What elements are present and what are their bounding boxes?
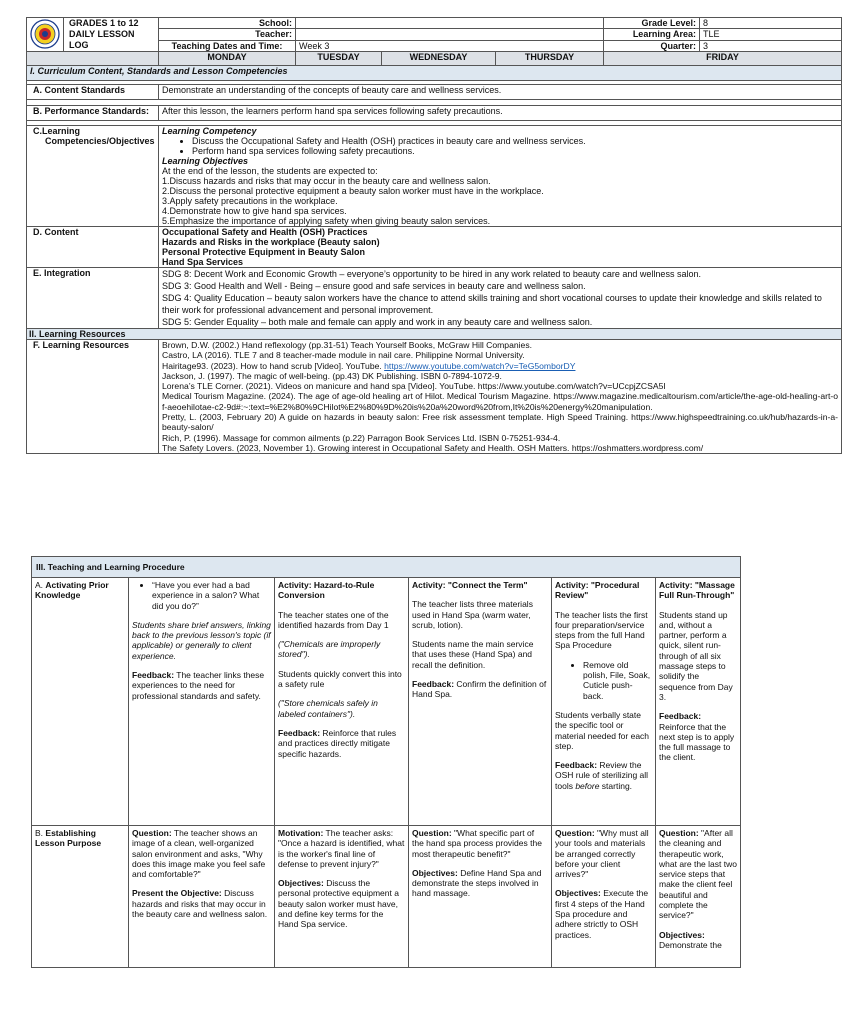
competencies-label-line-2: Competencies/Objectives [45,136,155,146]
establishing-lesson-purpose-label [32,826,129,968]
question-paragraph [132,828,271,879]
activity-text: The teacher lists the first four preparation/service steps from the full Hand Spa Procedure [555,609,648,651]
monday-purpose [129,826,275,968]
activity-title: Activity: Hazard-to-Rule Conversion [278,580,375,601]
motivation-label: Motivation: [278,828,324,838]
competencies-label [27,126,159,227]
question-label: Question: [659,828,699,838]
title-line-3: LOG [69,40,89,50]
integration-value [159,268,842,329]
question-bullet: • “Have you ever had a bad experience in a salon? What did you do?” [152,580,271,611]
content-value [159,227,842,268]
objective-text: Demonstrate the [659,939,722,950]
learning-resources-value [159,340,842,454]
day-thursday: THURSDAY [496,52,604,66]
objective-paragraph [132,888,271,919]
learning-area-label: Learning Area: [604,29,700,40]
question-label: Question: [132,828,172,838]
teaching-procedure-table [31,556,741,968]
section-3-title: III. Teaching and Learning Procedure [32,557,741,578]
activity-text: The teacher lists three materials used in Hand Spa (warm water, scrub, lotion). [412,599,533,630]
friday-purpose [656,826,741,968]
reference-item: The Safety Lovers. (2023, November 1). Growing interest in Occupational Safety and Health. OSH Matters. https://oshmatters.wordpress.com/ [162,442,704,453]
student-response-note: Students share brief answers, linking back to the previous lesson's topic (if applicable) or generally to client experience. [132,619,271,661]
motivation-paragraph [278,828,405,869]
competency-list [162,136,838,156]
wednesday-purpose [409,826,552,968]
objective-text: Execute the first 4 steps of the Hand Spa procedure and adhere strictly to OSH practices. [555,888,649,940]
feedback-paragraph [555,760,652,791]
reference-item: Jackson, J. (1997). The magic of well-being. (pp.43) DK Publishing. ISBN 0-7894-1072-9. [162,370,502,381]
activity-title: Activity: "Procedural Review" [555,580,640,601]
monday-activating [129,578,275,826]
question-text: The teacher shows an image of a clean, well-organized salon environment and asks, "Why does this image make you feel safe and comfortable?" [132,828,266,880]
objective-item: 4.Demonstrate how to give hand spa services. [162,206,347,216]
youtube-link[interactable]: https://www.youtube.com/watch?v=TeG5omborDY [384,360,576,371]
teacher-label: Teacher: [159,29,296,40]
lesson-log-table [26,17,842,454]
question-text: "What specific part of the hand spa process provides the most therapeutic benefit?" [412,828,542,859]
label-bold: Activating Prior Knowledge [35,580,109,601]
reference-item [162,361,838,371]
reference-item: Castro, LA (2016). TLE 7 and 8 teacher-made module in nail care. Philippine Normal University. [162,350,525,361]
integration-label: E. Integration [27,268,159,329]
feedback-text: starting. [599,780,633,791]
learning-resources-label: F. Learning Resources [27,340,159,454]
question-paragraph [555,828,652,879]
question-text: "After all the cleaning and therapeutic work, what are the last two service steps that make the client feel beautiful and complete the service?" [659,828,737,921]
feedback-text: Reinforce that rules and practices directly mitigate specific hazards. [278,727,397,759]
quarter-value[interactable]: 3 [700,40,842,51]
objectives-intro: At the end of the lesson, the students are expected to: [162,166,378,176]
motivation-text: The teacher asks: "Once a hazard is identified, what is the worker's final line of defense to prevent injury?" [278,828,405,869]
content-standards-value: Demonstrate an understanding of the concepts of beauty care and wellness services. [159,85,842,100]
activity-text: Students quickly convert this into a safety rule [278,668,402,690]
feedback-label: Feedback: [132,670,175,681]
seal-icon [30,19,60,49]
reference-item: Rich, P. (1996). Massage for common ailments (p.22) Parragon Book Services Ltd. ISBN 0-75251-934-4. [162,432,561,443]
day-tuesday: TUESDAY [296,52,382,66]
objectives-heading: Learning Objectives [162,156,249,166]
feedback-label: Feedback: [555,760,598,771]
activity-title: Activity: "Connect the Term" [412,580,528,590]
activity-example: ("Store chemicals safely in labeled containers"). [278,698,378,719]
competency-item: • Discuss the Occupational Safety and Health (OSH) practices in beauty care and wellness services. [192,136,838,146]
feedback-text: Review the OSH rule of sterilizing all tools [555,760,649,791]
day-friday: FRIDAY [604,52,842,66]
thursday-purpose [552,826,656,968]
competencies-value [159,126,842,227]
school-label: School: [159,18,296,29]
wednesday-activating [409,578,552,826]
question-paragraph [659,828,737,921]
friday-activating [656,578,741,826]
feedback-emphasis: before [575,780,600,791]
feedback-label: Feedback: [659,711,702,722]
objective-label: Objectives: [555,888,601,899]
tuesday-activating [275,578,409,826]
question-text: "Why must all your tools and materials be arranged correctly before your client arrives?" [555,828,649,880]
content-item: Hand Spa Services [162,257,244,267]
day-monday: MONDAY [159,52,296,66]
thursday-activating [552,578,656,826]
feedback-paragraph [412,679,548,700]
content-item: Occupational Safety and Health (OSH) Practices [162,227,368,237]
objective-item: 3.Apply safety precautions in the workplace. [162,196,338,206]
competency-heading: Learning Competency [162,126,257,136]
activity-text: Students name the main service that uses these (Hand Spa) and recall the definition. [412,639,534,670]
objective-paragraph [278,878,405,929]
activating-prior-knowledge-label [32,578,129,826]
procedure-step: • Remove old polish, File, Soak, Cuticle push-back. [583,660,652,701]
integration-item: SDG 3: Good Health and Well - Being – ensure good and safe services in beauty care and wellness salon. [162,281,586,291]
day-wednesday: WEDNESDAY [382,52,496,66]
objective-text: Discuss the personal protective equipment a beauty salon worker must have, and define key terms for the Hand Spa service. [278,878,399,930]
integration-item: SDG 5: Gender Equality – both male and female can apply and work in any beauty care and wellness salon. [162,317,593,327]
activity-text: Students stand up and, without a partner, perform a quick, silent run-through of all six massage steps to solidify the sequence from Day 3. [659,609,733,702]
learning-area-value[interactable]: TLE [700,29,842,40]
competencies-label-line-1: C.Learning [33,126,81,136]
label-prefix: A. [35,580,46,590]
reference-text: Hairitage93. (2023). How to hand scrub [Video]. YouTube. [162,360,385,371]
feedback-label: Feedback: [412,679,455,690]
content-label: D. Content [27,227,159,268]
objective-item: 2.Discuss the personal protective equipment a beauty salon worker must have in the workplace. [162,186,544,196]
label-prefix: B. [35,828,46,838]
reference-item: Lorena’s TLE Corner. (2021). Videos on manicure and hand spa [Video]. YouTube. https://www.youtube.com/watch?v=UCcpjZCSA5I [162,381,666,392]
dates-label: Teaching Dates and Time: [159,40,296,51]
objective-label: Objectives: [659,929,705,940]
objective-text: Discuss hazards and risks that may occur in the beauty care and wellness salon. [132,888,268,920]
activity-example: ("Chemicals are improperly stored"). [278,639,381,660]
objective-item: 5.Emphasize the importance of applying safety when giving beauty salon services. [162,216,491,226]
feedback-text: Reinforce that the next step is to apply the full massage to the client. [659,721,735,763]
integration-item: SDG 8: Decent Work and Economic Growth – everyone’s opportunity to be hired in any work related to beauty care and wellness salon. [162,269,701,279]
objective-paragraph [659,930,737,951]
grade-level-label: Grade Level: [604,18,700,29]
content-item: Hazards and Risks in the workplace (Beauty salon) [162,237,380,247]
competency-item: • Perform hand spa services following safety precautions. [192,146,838,156]
tuesday-purpose [275,826,409,968]
section-1-title: I. Curriculum Content, Standards and Lesson Competencies [27,66,842,81]
reference-item: Medical Tourism Magazine. (2024). The age of age-old healing art of Hilot. Medical Tourism Magazine. https://www.magazine.medicaltourism.com/article/the-age-old-healing-art-of-aeoehilotae-c2-9d#:~:text=%E2%80%9CHilot%E2%80%9D%20is%20a%20word%20from,It%20is%20energy%20manipulation. [162,391,838,412]
feedback-paragraph [659,711,737,762]
objective-item: 1.Discuss hazards and risks that may occur in the beauty care and wellness salon. [162,176,491,186]
feedback-paragraph [132,670,271,701]
section-2-title: II. Learning Resources [27,329,842,340]
reference-item: Brown, D.W. (2002.) Hand reflexology (pp.31-51) Teach Yourself Books, McGraw Hill Companies. [162,340,533,350]
objective-paragraph [412,868,548,899]
feedback-text: The teacher links these experiences to the need for professional standards and safety. [132,670,265,701]
activity-title: Activity: "Massage Full Run-Through" [659,580,735,601]
objective-text: Define Hand Spa and demonstrate the steps involved in hand massage. [412,867,542,899]
title-line-1: GRADES 1 to 12 [69,18,139,28]
teacher-value[interactable] [296,29,604,40]
feedback-text: Confirm the definition of Hand Spa. [412,679,547,700]
day-header-row [27,52,842,66]
content-item: Personal Protective Equipment in Beauty Salon [162,247,366,257]
title-line-2: DAILY LESSON [69,29,135,39]
objective-paragraph [555,888,652,939]
performance-standards-value: After this lesson, the learners perform hand spa services following safety precautions. [159,106,842,121]
content-standards-label: A. Content Standards [27,85,159,100]
question-label: Question: [412,828,452,838]
question-label: Question: [555,828,595,838]
dates-value[interactable]: Week 3 [296,40,604,51]
grade-level-value[interactable]: 8 [700,18,842,29]
objective-label: Objectives: [278,878,324,889]
deped-seal [27,18,64,52]
label-bold: Establishing Lesson Purpose [35,828,102,849]
feedback-paragraph [278,728,405,759]
activity-text: The teacher states one of the identified hazards from Day 1 [278,609,389,630]
activity-text: Students verbally state the specific tool or material needed for each step. [555,709,650,751]
integration-item: SDG 4: Quality Education – beauty salon workers have the chance to attend skills training and short vocational courses to update their knowledge and skills related to their work for professional advancement and personal improvement. [162,293,822,315]
log-title [64,18,159,52]
reference-item: Pretty, L. (2003, February 20) A guide on hazards in beauty salon: Free risk assessment template. High Speed Training. https://www.highspeedtraining.co.uk/hub/hazards-in-a-beauty-salon/ [162,412,838,433]
question-paragraph [412,828,548,859]
objective-label: Present the Objective: [132,888,222,899]
feedback-label: Feedback: [278,727,321,738]
objective-label: Objectives: [412,867,458,878]
school-value[interactable] [296,18,604,29]
quarter-label: Quarter: [604,40,700,51]
performance-standards-label: B. Performance Standards: [27,106,159,121]
